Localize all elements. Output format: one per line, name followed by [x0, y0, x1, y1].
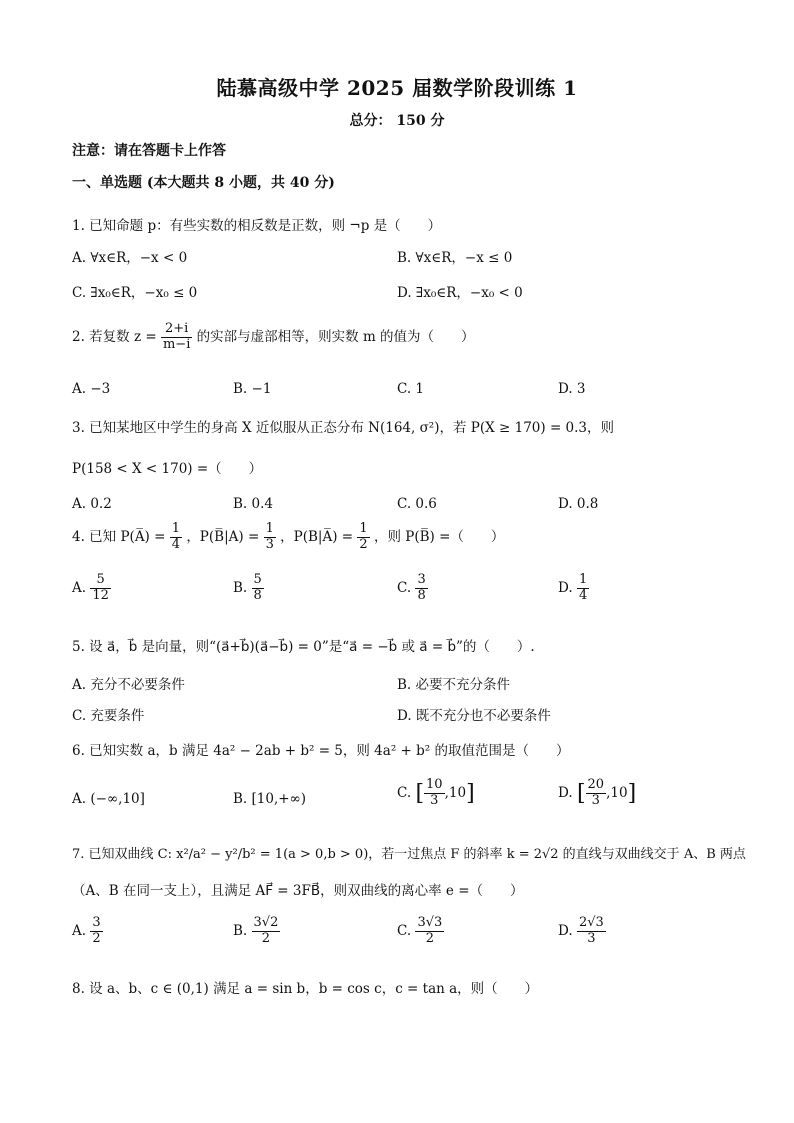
q4-d-label: D. — [558, 579, 573, 596]
q7-c-den: 2 — [425, 930, 434, 946]
q7-d-num: 2√3 — [578, 915, 604, 930]
q4-f2-den: 3 — [265, 536, 274, 552]
question-7-line-2: （A、B 在同一支上），且满足 AF⃗ = 3FB⃗，则双曲线的离心率 e =（ ） — [72, 883, 524, 899]
q4-b-fraction — [252, 573, 264, 604]
q4-b-den: 8 — [253, 587, 262, 603]
q7-c-fraction — [415, 916, 444, 947]
question-3-line-2: P(158 < X < 170) =（ ） — [72, 461, 263, 477]
q2-denominator: m−i — [162, 336, 191, 352]
question-4 — [72, 522, 504, 553]
q7-option-b — [233, 916, 280, 947]
q1-option-d: D. ∃x₀∈R，−x₀ < 0 — [397, 285, 523, 301]
q3-option-d: D. 0.8 — [558, 496, 599, 512]
q1-option-a: A. ∀x∈R，−x < 0 — [72, 250, 188, 266]
q4-part-4: ，则 P(B̅) =（ ） — [373, 528, 505, 545]
q6-option-d — [558, 778, 636, 809]
q4-fraction-3 — [357, 522, 369, 553]
q4-option-c — [397, 573, 428, 604]
q4-part-3: ，P(B|A̅) = — [280, 528, 354, 545]
q1-option-c: C. ∃x₀∈R，−x₀ ≤ 0 — [72, 285, 198, 301]
q5-option-a: A. 充分不必要条件 — [72, 677, 185, 693]
q7-b-fraction — [252, 916, 281, 947]
q6-c-num: 10 — [426, 777, 443, 792]
q2-option-a: A. −3 — [72, 381, 111, 397]
q4-fraction-2 — [264, 522, 276, 553]
q7-b-num: 3√2 — [253, 915, 279, 930]
q7-d-label: D. — [558, 922, 573, 939]
q4-a-fraction — [90, 573, 111, 604]
q6-c-den: 3 — [430, 792, 439, 808]
q4-c-label: C. — [397, 579, 412, 596]
q4-f1-num: 1 — [171, 521, 181, 536]
q2-numerator: 2+i — [161, 322, 192, 338]
q4-option-b — [233, 573, 264, 604]
q2-suffix: 的实部与虚部相等，则实数 m 的值为（ ） — [196, 328, 475, 345]
q7-a-fraction — [90, 916, 102, 947]
q4-f2-num: 1 — [265, 521, 274, 536]
q4-b-label: B. — [233, 579, 248, 596]
q6-d-num: 20 — [587, 777, 605, 792]
q5-option-b: B. 必要不充分条件 — [397, 677, 511, 693]
q7-b-label: B. — [233, 922, 248, 939]
q1-option-b: B. ∀x∈R，−x ≤ 0 — [397, 250, 513, 266]
q4-f1-den: 4 — [171, 536, 181, 552]
q6-c-right-bracket: ] — [466, 780, 475, 806]
q4-c-den: 8 — [417, 587, 426, 603]
q4-a-num: 5 — [90, 573, 111, 589]
q3-option-c: C. 0.6 — [397, 496, 437, 512]
page-title: 陆慕高级中学 2025 届数学阶段训练 1 — [216, 76, 578, 100]
q5-option-c: C. 充要条件 — [72, 708, 145, 724]
q4-option-d — [558, 573, 589, 604]
q2-option-d: D. 3 — [558, 381, 586, 397]
q4-c-fraction — [415, 573, 427, 604]
q6-c-tail: ,10 — [444, 784, 467, 801]
q4-d-fraction — [577, 573, 589, 604]
q7-d-den: 3 — [587, 930, 596, 946]
q6-option-a: A. (−∞,10] — [72, 791, 145, 807]
q4-c-num: 3 — [417, 572, 426, 587]
q5-option-d: D. 既不充分也不必要条件 — [397, 708, 551, 724]
q7-b-den: 2 — [261, 930, 271, 946]
q6-d-tail: ,10 — [606, 784, 628, 801]
q7-option-a — [72, 916, 103, 947]
q4-option-a — [72, 573, 111, 604]
q3-option-a: A. 0.2 — [72, 496, 112, 512]
q6-d-right-bracket: ] — [627, 780, 637, 806]
q4-b-num: 5 — [253, 572, 262, 587]
q2-option-b: B. −1 — [233, 381, 272, 397]
q4-f3-den: 2 — [359, 536, 368, 552]
q7-option-d — [558, 916, 606, 947]
q7-a-den: 2 — [92, 930, 101, 946]
q4-a-den: 12 — [92, 587, 109, 603]
q7-d-fraction — [577, 916, 606, 947]
q4-d-num: 1 — [578, 572, 588, 587]
question-8: 8. 设 a、b、c ∈ (0,1) 满足 a = sin b，b = cos c，c = tan a，则（ ） — [72, 981, 539, 997]
q6-d-label: D. — [558, 784, 573, 801]
q6-c-left-bracket: [ — [415, 780, 425, 806]
q4-fraction-1 — [170, 522, 182, 553]
total-score: 总分： 150 分 — [349, 113, 445, 129]
question-6: 6. 已知实数 a，b 满足 4a² − 2ab + b² = 5，则 4a² + b² 的取值范围是（ ） — [72, 743, 570, 759]
q6-d-fraction — [586, 778, 607, 809]
q6-d-den: 3 — [591, 792, 600, 808]
q4-f3-num: 1 — [359, 521, 368, 536]
q2-prefix: 2. 若复数 z = — [72, 328, 157, 345]
q7-a-label: A. — [72, 922, 87, 939]
q6-d-left-bracket: [ — [576, 780, 586, 806]
question-7-line-1: 7. 已知双曲线 C: x²/a² − y²/b² = 1(a > 0,b > 0)，若一过焦点 F 的斜率 k = 2√2 的直线与双曲线交于 A、B 两点 — [72, 847, 746, 862]
q7-a-num: 3 — [92, 915, 101, 930]
question-1: 1. 已知命题 p：有些实数的相反数是正数，则 ¬p 是（ ） — [72, 218, 442, 234]
section-heading: 一、单选题 (本大题共 8 小题，共 40 分) — [72, 175, 335, 191]
q2-option-c: C. 1 — [397, 381, 425, 397]
question-5: 5. 设 a⃗，b⃗ 是向量，则“(a⃗+b⃗)(a⃗−b⃗) = 0”是“a⃗ = −b⃗ 或 a⃗ = b⃗”的（ ）. — [72, 639, 535, 655]
question-3-line-1: 3. 已知某地区中学生的身高 X 近似服从正态分布 N(164, σ²)，若 P(X ≥ 170) = 0.3，则 — [72, 420, 615, 436]
q3-option-b: B. 0.4 — [233, 496, 273, 512]
notice: 注意：请在答题卡上作答 — [72, 143, 226, 159]
q6-c-label: C. — [397, 784, 412, 801]
q7-c-label: C. — [397, 922, 412, 939]
question-2 — [72, 322, 475, 353]
q4-part-1: 4. 已知 P(A̅) = — [72, 528, 166, 545]
q6-option-b: B. [10,+∞) — [233, 791, 307, 807]
q7-option-c — [397, 916, 444, 947]
q4-a-label: A. — [72, 579, 87, 596]
q6-c-fraction — [424, 778, 445, 809]
q4-d-den: 4 — [578, 587, 588, 603]
q7-c-num: 3√3 — [417, 915, 443, 930]
q6-option-c — [397, 778, 475, 809]
q4-part-2: ，P(B̅|A) = — [186, 528, 260, 545]
q2-fraction — [161, 322, 192, 353]
